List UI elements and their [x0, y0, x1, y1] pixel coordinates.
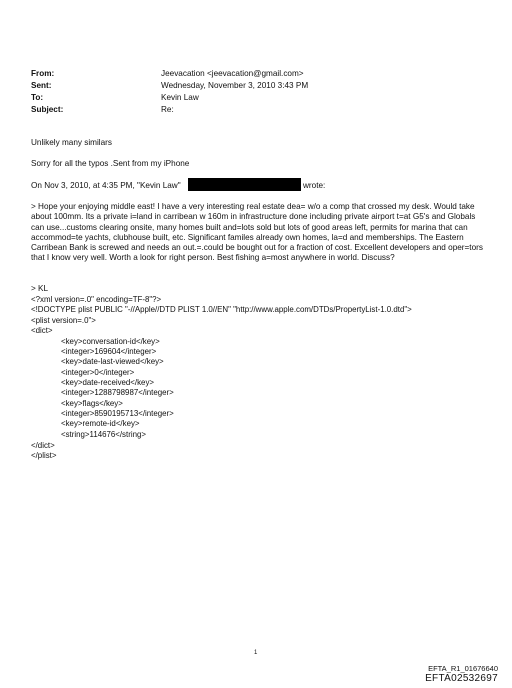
- dict-line: <key>date-received</key>: [61, 378, 154, 387]
- dict-line: <key>remote-id</key>: [61, 419, 140, 428]
- closing-line: </dict>: [31, 441, 55, 450]
- header-sent-value: Wednesday, November 3, 2010 3:43 PM: [161, 81, 309, 90]
- dict-line: <string>114676</string>: [61, 430, 146, 439]
- header-subject-value: Re:: [161, 105, 174, 114]
- header-from-value: Jeevacation <jeevacation@gmail.com>: [161, 69, 304, 78]
- footer-id-large: EFTA02532697: [425, 673, 498, 684]
- xml-line: <dict>: [31, 326, 53, 335]
- redaction-box: [188, 178, 301, 191]
- quoted-paragraph: > Hope your enjoying middle east! I have a very interesting real estate dea= w/o a comp that crossed my desk. Would take about 100mm. Its a private i=land in carribean w 160m in infrastructure done including private airport t=at G5's and Globals can use...customs clearing onsite, many homes built and=lots sold but lots of good areas left, permits for marina that can accommod=te yachts, clubhouse built, etc. Significant familes already own homes, la=d and memberships. The Eastern Carribean Bank is screwed and needs an out.=.could be bought out for a fraction of cost. Excellent developers and oper=tors that I know very well. Worth a look for right person. Best fishing a=most anywhere in world. Discuss?: [31, 202, 483, 263]
- dict-line: <integer>0</integer>: [61, 368, 135, 377]
- dict-line: <integer>169604</integer>: [61, 347, 157, 356]
- xml-line: <plist version=.0">: [31, 316, 96, 325]
- footer-id-small: EFTA_R1_01676640: [428, 664, 498, 673]
- dict-line: <key>flags</key>: [61, 399, 123, 408]
- quote-intro-right: wrote:: [303, 181, 326, 190]
- dict-line: <key>date-last-viewed</key>: [61, 357, 164, 366]
- header-to-label: To:: [31, 93, 44, 102]
- closing-line: </plist>: [31, 451, 57, 460]
- header-subject-label: Subject:: [31, 105, 64, 114]
- quote-intro-left: On Nov 3, 2010, at 4:35 PM, "Kevin Law": [31, 181, 181, 190]
- header-to-value: Kevin Law: [161, 93, 199, 102]
- xml-line: <?xml version=.0" encoding=TF-8"?>: [31, 295, 162, 304]
- dict-line: <integer>8590195713</integer>: [61, 409, 174, 418]
- page-number: 1: [254, 650, 258, 656]
- body-line-1: Unlikely many similars: [31, 138, 112, 147]
- dict-line: <key>conversation-id</key>: [61, 337, 160, 346]
- header-sent-label: Sent:: [31, 81, 52, 90]
- dict-line: <integer>1288798987</integer>: [61, 388, 174, 397]
- header-from-label: From:: [31, 69, 55, 78]
- xml-line: <!DOCTYPE plist PUBLIC "-//Apple//DTD PLIST 1.0//EN" "http://www.apple.com/DTDs/PropertyList-1.0.dtd">: [31, 305, 412, 314]
- body-line-2: Sorry for all the typos .Sent from my iPhone: [31, 159, 190, 168]
- signoff: > KL: [31, 284, 49, 293]
